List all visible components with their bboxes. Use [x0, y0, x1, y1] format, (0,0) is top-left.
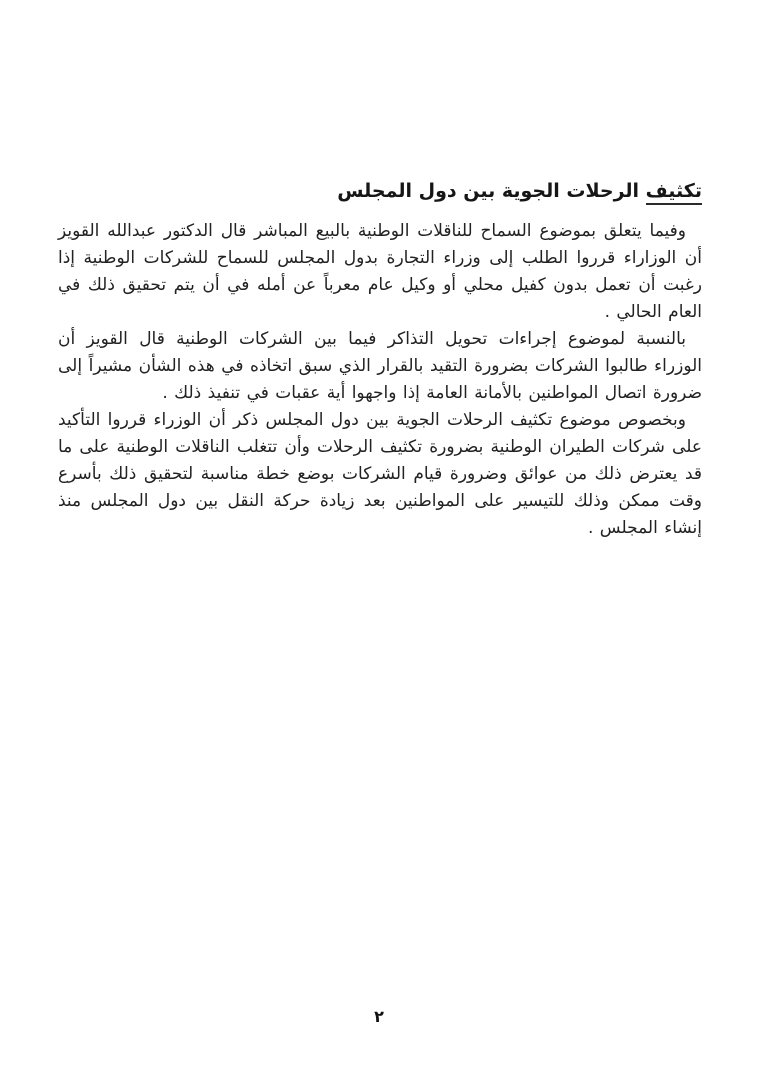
body-paragraph: وفيما يتعلق بموضوع السماح للناقلات الوطنية بالبيع المباشر قال الدكتور عبدالله القويز أن الوزاراء قرروا الطلب إلى وزراء التجارة بدول المجلس للسماح للشركات الوطنية إذا رغبت أن تعمل بدون كفيل محلي أو وكيل عام معرباً عن أمله في أن يتم تحقيق ذلك في العام الحالي . [58, 221, 702, 322]
page-title-rest: الرحلات الجوية بين دول المجلس [337, 180, 646, 202]
page-title [58, 178, 702, 204]
article-body [58, 218, 702, 542]
body-paragraph: وبخصوص موضوع تكثيف الرحلات الجوية بين دول المجلس ذكر أن الوزراء قرروا التأكيد على شركات الطيران الوطنية بضرورة تكثيف الرحلات وأن تتغلب الناقلات الوطنية على ما قد يعترض ذلك من عوائق وضرورة قيام الشركات بوضع خطة مناسبة لتحقيق ذلك بأسرع وقت ممكن وذلك للتيسير على المواطنين بعد زيادة حركة النقل بين دول المجلس منذ إنشاء المجلس . [58, 410, 702, 538]
text-block [58, 178, 702, 542]
page-title-underlined-word: تكثيف [646, 180, 702, 205]
page-number: ٢ [374, 1007, 384, 1026]
body-paragraph: بالنسبة لموضوع إجراءات تحويل التذاكر فيما بين الشركات الوطنية قال القويز أن الوزراء طالبوا الشركات بضرورة التقيد بالقرار الذي سبق اتخاذه في هذه الشأن مشيراً إلى ضرورة اتصال المواطنين بالأمانة العامة إذا واجهوا أية عقبات في تنفيذ ذلك . [58, 329, 702, 403]
